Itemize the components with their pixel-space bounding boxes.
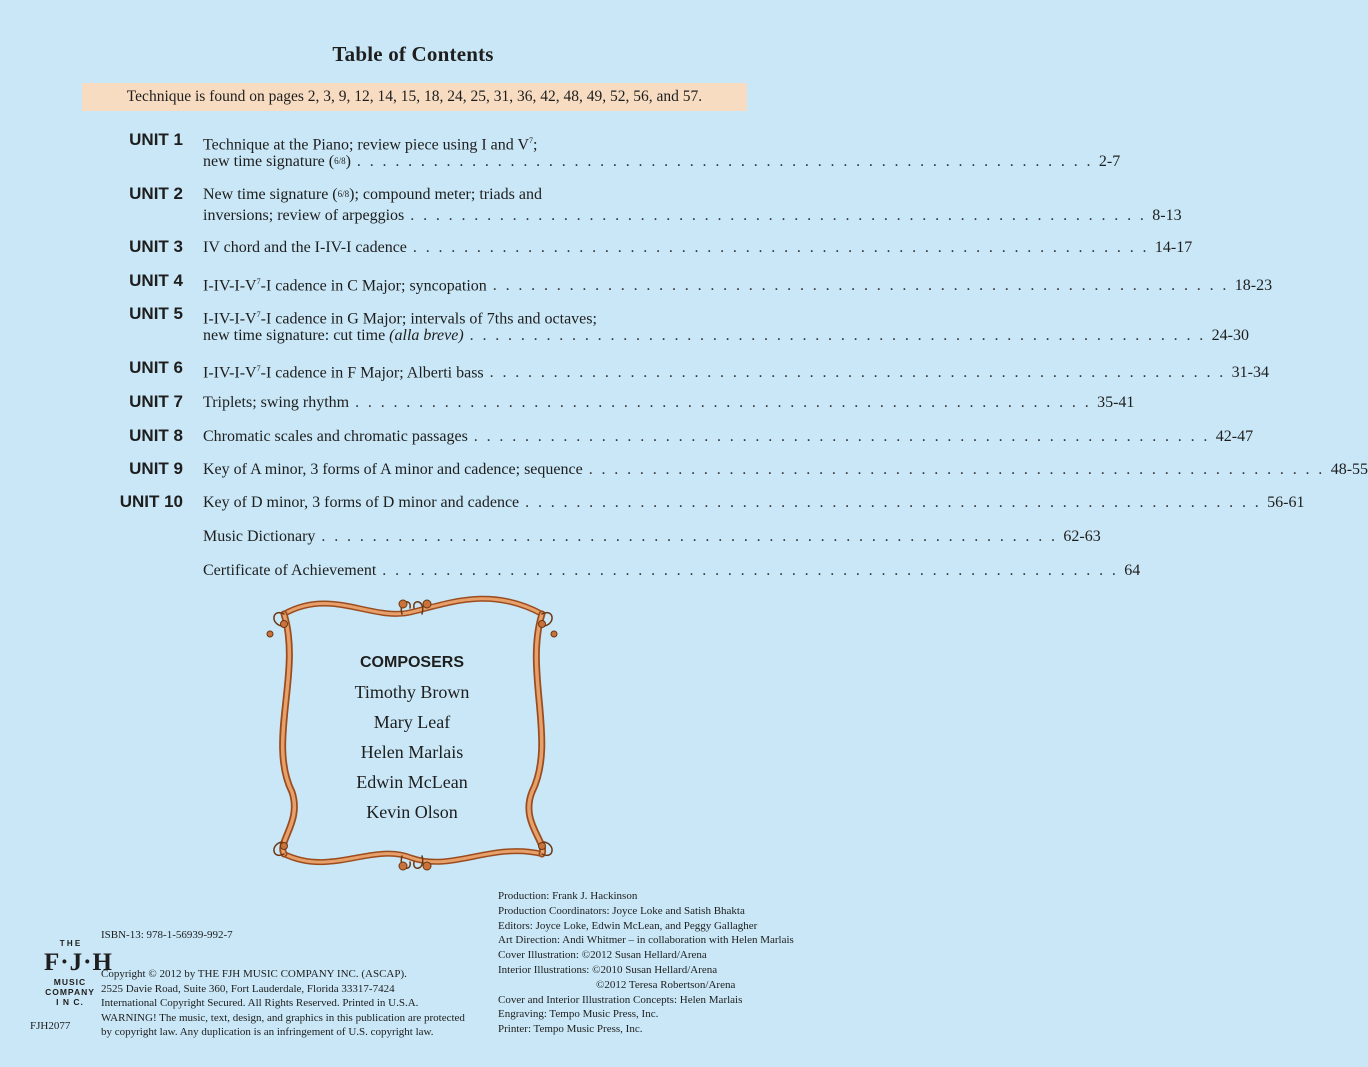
toc-text: Music Dictionary	[203, 528, 316, 545]
credit-line: Editors: Joyce Loke, Edwin McLean, and Peggy Gallagher	[498, 919, 758, 932]
toc-text: -I cadence in F Major; Alberti bass	[260, 364, 484, 382]
dot-leader: . . . . . . . . . . . . . . . . . . . . . . . . . . . . . . . . . . . . . . . . . . . . . . . . . . . . . . . . . .	[588, 461, 1325, 478]
fjh-logo	[44, 939, 113, 1032]
composer-name: Kevin Olson	[366, 802, 458, 822]
copyright-line: Copyright © 2012 by THE FJH MUSIC COMPANY INC. (ASCAP).	[101, 968, 407, 980]
page-number: 2-7	[1098, 153, 1121, 170]
toc-entry-line	[203, 526, 1101, 548]
copyright-line: WARNING! The music, text, design, and graphics in this publication are protected	[101, 1011, 465, 1024]
toc-entry-text	[203, 237, 407, 259]
page-number: 24-30	[1211, 327, 1249, 344]
toc-text: -I cadence in C Major; syncopation	[260, 277, 487, 295]
unit-label: UNIT 7	[129, 392, 183, 411]
composer-name: Mary Leaf	[373, 712, 451, 732]
dot-leader: . . . . . . . . . . . . . . . . . . . . . . . . . . . . . . . . . . . . . . . . . . . . . . . . . . . . . . . . . .	[492, 277, 1229, 295]
unit-label: UNIT 2	[129, 184, 183, 203]
toc-entry-text	[203, 526, 315, 548]
toc-entry-line	[203, 205, 1182, 227]
composer-name: Helen Marlais	[360, 742, 464, 762]
toc-text: )	[345, 153, 351, 170]
page-number: 18-23	[1234, 277, 1273, 295]
toc-entry-line	[203, 492, 1305, 514]
toc-entry-text	[203, 492, 519, 514]
logo-the: T H E	[59, 939, 81, 948]
toc-text: ;	[533, 136, 538, 154]
composers-frame	[262, 592, 562, 882]
unit-label: UNIT 10	[119, 492, 183, 511]
toc-entry-text	[203, 426, 468, 448]
toc-text: IV chord and the I-IV-I cadence	[203, 239, 407, 256]
credit-line: Production Coordinators: Joyce Loke and Satish Bhakta	[498, 904, 745, 917]
toc-text: Key of A minor, 3 forms of A minor and cadence; sequence	[203, 461, 583, 478]
page-number: 31-34	[1231, 364, 1269, 382]
toc-entry-line	[203, 459, 1368, 481]
toc-italic-text: (alla breve)	[385, 327, 464, 344]
page-number: 42-47	[1215, 428, 1254, 445]
composer-name: Timothy Brown	[354, 682, 470, 702]
production-credits	[498, 889, 794, 1037]
superscript: 7	[529, 136, 534, 145]
toc-entry-line	[203, 426, 1254, 448]
page-number: 8-13	[1152, 207, 1182, 224]
time-signature: 6/8	[337, 189, 350, 199]
unit-label: UNIT 8	[129, 426, 183, 445]
toc-text: I-IV-I-V	[203, 364, 257, 382]
toc-entry-text	[203, 151, 351, 174]
toc-entry-text	[203, 392, 349, 414]
credit-line: ©2012 Teresa Robertson/Arena	[596, 978, 736, 991]
credit-line: Printer: Tempo Music Press, Inc.	[498, 1023, 643, 1036]
dot-leader: . . . . . . . . . . . . . . . . . . . . . . . . . . . . . . . . . . . . . . . . . . . . . . . . . . . . . . . . . .	[382, 562, 1119, 579]
catalog-code: FJH2077	[30, 1020, 71, 1032]
toc-entry-text	[203, 325, 464, 347]
credit-line: Interior Illustrations: ©2010 Susan Hellard/Arena	[498, 963, 718, 976]
toc-entry-line	[203, 271, 1273, 297]
dot-leader: . . . . . . . . . . . . . . . . . . . . . . . . . . . . . . . . . . . . . . . . . . . . . . . . . . . . . . . . . .	[321, 528, 1058, 545]
toc-text: Technique at the Piano; review piece using I and V	[203, 136, 530, 154]
page-number: 48-55	[1330, 461, 1368, 478]
toc-text: Chromatic scales and chromatic passages	[203, 428, 468, 445]
dot-leader: . . . . . . . . . . . . . . . . . . . . . . . . . . . . . . . . . . . . . . . . . . . . . . . . . . . . . . . . . .	[412, 239, 1149, 256]
technique-note: Technique is found on pages 2, 3, 9, 12, 14, 15, 18, 24, 25, 31, 36, 42, 48, 49, 52, 56, and 57.	[82, 83, 747, 111]
toc-entry-line	[203, 237, 1193, 259]
toc-entry-line	[203, 560, 1141, 582]
toc-text: new time signature (	[203, 153, 335, 170]
toc-entry-text	[203, 560, 376, 582]
toc-entry-line	[203, 325, 1249, 347]
toc-entry-line	[203, 184, 542, 207]
credit-line: Engraving: Tempo Music Press, Inc.	[498, 1008, 659, 1021]
toc-text: inversions; review of arpeggios	[203, 207, 405, 224]
toc-entry-line	[203, 358, 1269, 384]
dot-leader: . . . . . . . . . . . . . . . . . . . . . . . . . . . . . . . . . . . . . . . . . . . . . . . . . . . . . . . . . .	[410, 207, 1147, 224]
ornamental-frame-icon	[262, 592, 562, 882]
credit-line: Cover and Interior Illustration Concepts: Helen Marlais	[498, 993, 743, 1006]
page-number: 14-17	[1154, 239, 1193, 256]
credit-line: Art Direction: Andi Whitmer – in collaboration with Helen Marlais	[498, 934, 794, 947]
page-number: 62-63	[1063, 528, 1101, 545]
page-title: Table of Contents	[332, 42, 494, 66]
toc-text: I-IV-I-V	[203, 277, 257, 295]
unit-label: UNIT 4	[129, 271, 183, 290]
logo-company: COMPANY	[45, 986, 95, 997]
copyright-line: by copyright law. Any duplication is an infringement of U.S. copyright law.	[101, 1026, 434, 1039]
composer-name: Edwin McLean	[356, 772, 468, 792]
toc-text: Triplets; swing rhythm	[203, 394, 350, 411]
toc-text: ); compound meter; triads and	[349, 186, 542, 203]
toc-entry-line	[203, 151, 1121, 174]
toc-text: Certificate of Achievement	[203, 562, 377, 579]
superscript: 7	[256, 277, 261, 286]
logo-music: MUSIC	[53, 976, 87, 987]
credit-line: Production: Frank J. Hackinson	[498, 890, 638, 902]
unit-label: UNIT 5	[129, 304, 183, 323]
dot-leader: . . . . . . . . . . . . . . . . . . . . . . . . . . . . . . . . . . . . . . . . . . . . . . . . . . . . . . . . . .	[489, 364, 1226, 382]
dot-leader: . . . . . . . . . . . . . . . . . . . . . . . . . . . . . . . . . . . . . . . . . . . . . . . . . . . . . . . . . .	[469, 327, 1206, 344]
toc-entry-text	[203, 271, 487, 297]
dot-leader: . . . . . . . . . . . . . . . . . . . . . . . . . . . . . . . . . . . . . . . . . . . . . . . . . . . . . . . . . .	[473, 428, 1210, 445]
toc-entry-text	[203, 205, 404, 227]
toc-text: Key of D minor, 3 forms of D minor and cadence	[203, 494, 520, 511]
toc-text: new time signature: cut time	[203, 327, 386, 344]
time-signature: 6/8	[334, 156, 346, 166]
dot-leader: . . . . . . . . . . . . . . . . . . . . . . . . . . . . . . . . . . . . . . . . . . . . . . . . . . . . . . . . . .	[525, 494, 1262, 511]
toc-entry-line	[203, 392, 1135, 414]
page-number: 35-41	[1097, 394, 1135, 411]
unit-label: UNIT 6	[129, 358, 183, 377]
copyright-notice	[101, 967, 465, 1040]
logo-inc: I N C.	[56, 996, 84, 1007]
toc-text: New time signature (	[203, 186, 338, 203]
credit-line: Cover Illustration: ©2012 Susan Hellard/Arena	[498, 949, 707, 962]
superscript: 7	[256, 364, 261, 373]
copyright-line: International Copyright Secured. All Rights Reserved. Printed in U.S.A.	[101, 997, 419, 1010]
unit-label: UNIT 1	[129, 130, 183, 149]
logo-fjh: F·J·H	[44, 948, 113, 976]
toc-text: I-IV-I-V	[203, 310, 257, 328]
dot-leader: . . . . . . . . . . . . . . . . . . . . . . . . . . . . . . . . . . . . . . . . . . . . . . . . . . . . . . . . . .	[356, 153, 1093, 170]
page-number: 56-61	[1267, 494, 1305, 511]
toc-text: -I cadence in G Major; intervals of 7ths and octaves;	[260, 310, 597, 328]
composers-heading: COMPOSERS	[359, 654, 464, 671]
toc-entry-text	[203, 459, 583, 481]
page-number: 64	[1124, 562, 1141, 579]
superscript: 7	[256, 310, 261, 319]
dot-leader: . . . . . . . . . . . . . . . . . . . . . . . . . . . . . . . . . . . . . . . . . . . . . . . . . . . . . . . . . .	[355, 394, 1092, 411]
toc-entry-text	[203, 358, 484, 384]
unit-label: UNIT 3	[129, 237, 183, 256]
isbn: ISBN-13: 978-1-56939-992-7	[101, 929, 233, 941]
copyright-line: 2525 Davie Road, Suite 360, Fort Lauderdale, Florida 33317-7424	[101, 982, 395, 995]
unit-label: UNIT 9	[129, 459, 183, 478]
